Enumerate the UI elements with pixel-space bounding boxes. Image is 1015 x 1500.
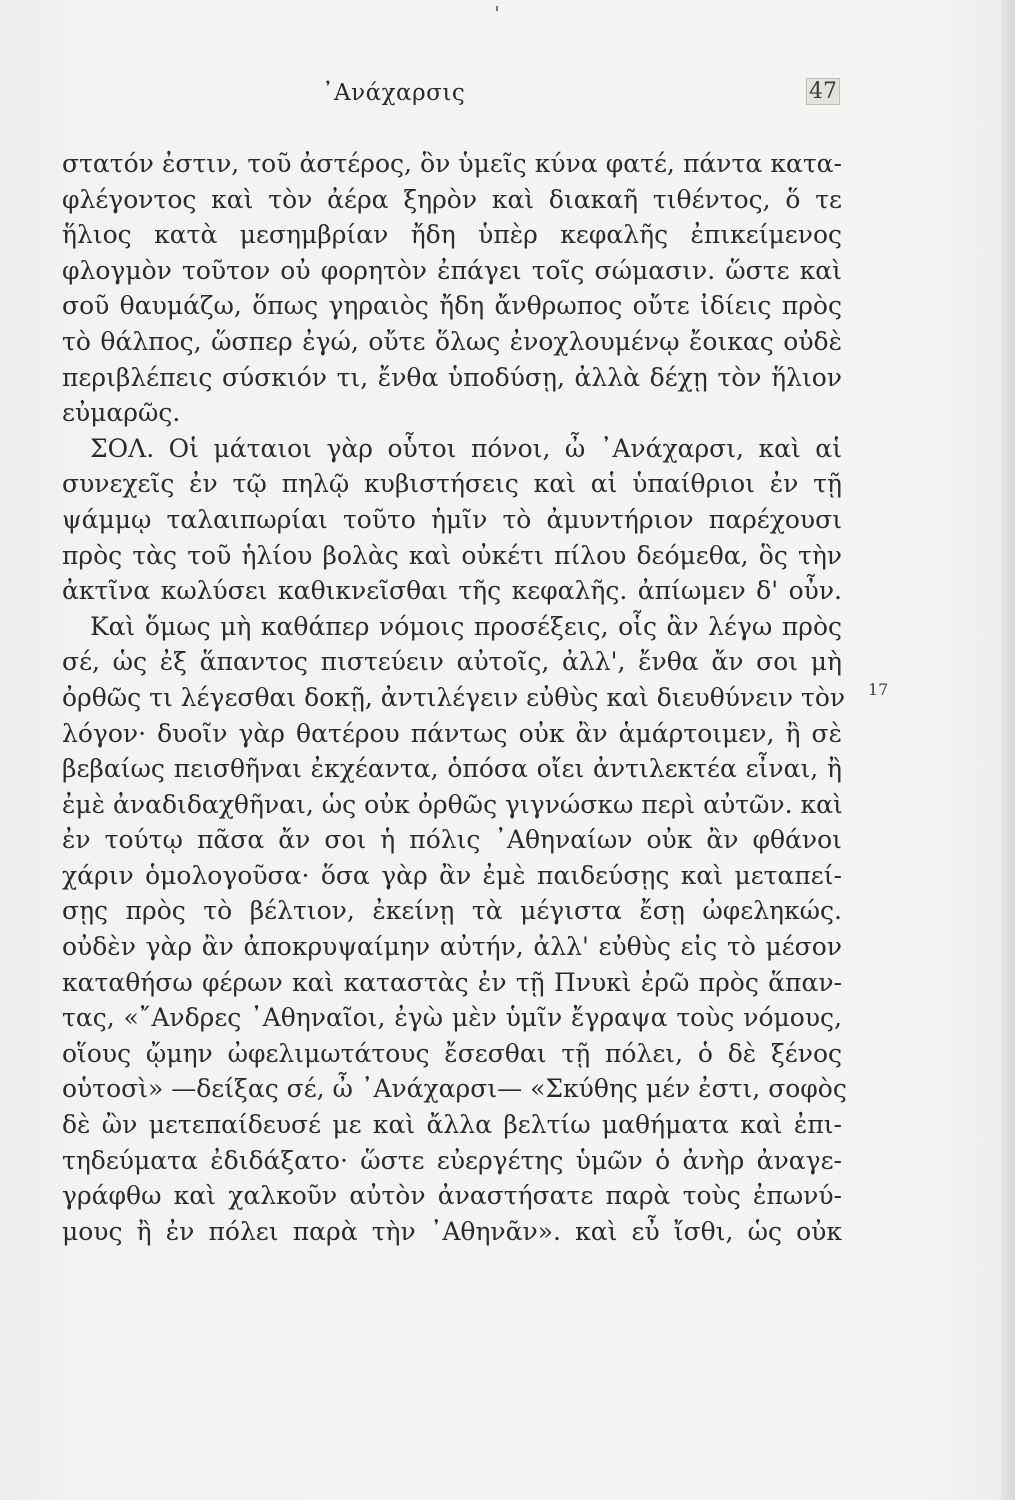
text-line: συνεχεῖς ἐν τῷ πηλῷ κυβιστήσεις καὶ αἱ ὑπαίθριοι ἐν τῇ — [62, 469, 842, 499]
text-line: ἀκτῖνα κωλύσει καθικνεῖσθαι τῆς κεφαλῆς. ἀπίωμεν δ' οὖν. — [62, 576, 842, 606]
text-line: φλέγοντος καὶ τὸν ἀέρα ξηρὸν καὶ διακαῆ τιθέντος, ὅ τε — [62, 184, 842, 214]
text-line: ὀρθῶς τι λέγεσθαι δοκῇ, ἀντιλέγειν εὐθὺς καὶ διευθύνειν τὸν — [62, 682, 846, 712]
text-line: τὸ θάλπος, ὥσπερ ἐγώ, οὔτε ὅλως ἐνοχλουμένῳ ἔοικας οὐδὲ — [62, 326, 842, 356]
text-line: τας, «῎Ανδρες ᾿Αθηναῖοι, ἐγὼ μὲν ὑμῖν ἔγραψα τοὺς νόμους, — [62, 1003, 842, 1033]
text-line: χάριν ὁμολογοῦσα· ὅσα γὰρ ἂν ἐμὲ παιδεύσῃς καὶ μεταπεί- — [62, 860, 842, 890]
text-line: δὲ ὢν μετεπαίδευσέ με καὶ ἄλλα βελτίω μαθήματα καὶ ἐπι- — [62, 1110, 842, 1140]
text-line: ἐμὲ ἀναδιδαχθῆναι, ὡς οὐκ ὀρθῶς γιγνώσκω περὶ αὐτῶν. καὶ — [62, 789, 843, 819]
text-line: λόγον· δυοῖν γὰρ θατέρου πάντως οὐκ ἂν ἁμάρτοιμεν, ἢ σὲ — [62, 718, 842, 748]
text-line: πρὸς τὰς τοῦ ἡλίου βολὰς καὶ οὐκέτι πίλου δεόμεθα, ὃς τὴν — [62, 540, 842, 570]
text-line: Καὶ ὅμως μὴ καθάπερ νόμοις προσέξεις, οἷς ἂν λέγω πρὸς — [90, 611, 842, 641]
text-line: ΣΟΛ. Οἱ μάταιοι γὰρ οὗτοι πόνοι, ὦ ᾿Ανάχαρσι, καὶ αἱ — [90, 433, 842, 463]
text-line: τηδεύματα ἐδιδάξατο· ὥστε εὐεργέτης ὑμῶν ὁ ἀνὴρ ἀναγε- — [62, 1145, 842, 1175]
margin-line-number: 17 — [868, 680, 889, 699]
text-line: οὑτοσὶ» —δείξας σέ, ὦ ᾿Ανάχαρσι— «Σκύθης μέν ἐστι, σοφὸς — [62, 1074, 847, 1104]
text-line: στατόν ἐστιν, τοῦ ἀστέρος, ὃν ὑμεῖς κύνα φατέ, πάντα κατα- — [62, 149, 842, 178]
text-line: φλογμὸν τοῦτον οὐ φορητὸν ἐπάγει τοῖς σώμασιν. ὥστε καὶ — [62, 255, 842, 285]
text-line: σοῦ θαυμάζω, ὅπως γηραιὸς ἤδη ἄνθρωπος οὔτε ἰδίεις πρὸς — [62, 291, 842, 321]
text-line: ἐν τούτῳ πᾶσα ἄν σοι ἡ πόλις ᾿Αθηναίων οὐκ ἂν φθάνοι — [62, 825, 842, 855]
text-line: οὐδὲν γὰρ ἂν ἀποκρυψαίμην αὐτήν, ἀλλ' εὐθὺς εἰς τὸ μέσον — [62, 932, 842, 962]
body-text — [62, 146, 847, 1249]
text-line: σῃς πρὸς τὸ βέλτιον, ἐκείνῃ τὰ μέγιστα ἔσῃ ὠφεληκώς. — [62, 896, 842, 926]
page-header — [0, 78, 1015, 118]
text-line: καταθήσω φέρων καὶ καταστὰς ἐν τῇ Πνυκὶ ἐρῶ πρὸς ἅπαν- — [62, 967, 842, 997]
running-title: ᾿Ανάχαρσις — [322, 80, 466, 106]
text-line: σέ, ὡς ἐξ ἅπαντος πιστεύειν αὐτοῖς, ἀλλ', ἔνθα ἄν σοι μὴ — [62, 647, 842, 677]
text-line: μους ἢ ἐν πόλει παρὰ τὴν ᾿Αθηνᾶν». καὶ εὖ ἴσθι, ὡς οὐκ — [62, 1216, 842, 1246]
print-mark — [496, 6, 498, 11]
text-line: γράφθω καὶ χαλκοῦν αὐτὸν ἀναστήσατε παρὰ τοὺς ἐπωνύ- — [62, 1181, 842, 1211]
page-edge-shadow — [1001, 0, 1015, 1500]
text-line: βεβαίως πεισθῆναι ἐκχέαντα, ὁπόσα οἴει ἀντιλεκτέα εἶναι, ἢ — [62, 754, 842, 784]
text-line: ἥλιος κατὰ μεσημβρίαν ἤδη ὑπὲρ κεφαλῆς ἐπικείμενος — [62, 220, 842, 250]
text-line: εὐμαρῶς. — [62, 398, 181, 428]
page-number: 47 — [806, 78, 840, 105]
text-line: ψάμμῳ ταλαιπωρίαι τοῦτο ἡμῖν τὸ ἀμυντήριον παρέχουσι — [62, 504, 842, 534]
text-line: περιβλέπεις σύσκιόν τι, ἔνθα ὑποδύσῃ, ἀλλὰ δέχῃ τὸν ἥλιον — [62, 362, 842, 392]
text-line: οἵους ᾤμην ὠφελιμωτάτους ἔσεσθαι τῇ πόλει, ὁ δὲ ξένος — [62, 1038, 842, 1068]
